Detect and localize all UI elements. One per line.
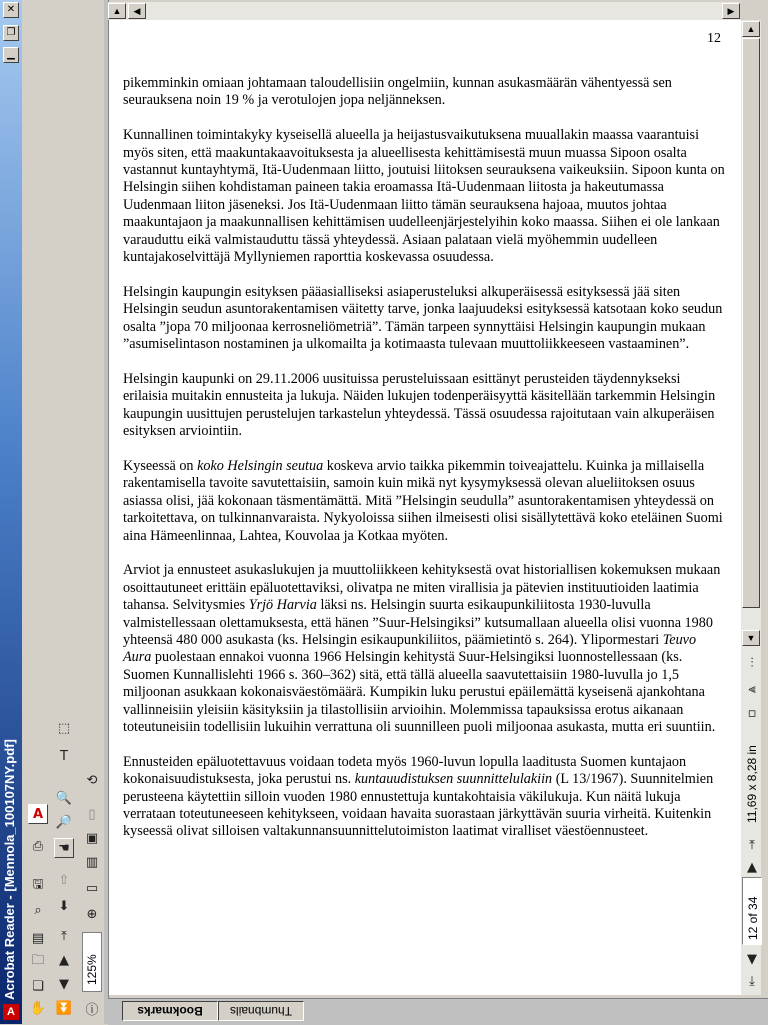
next-page-status-icon[interactable]: ▼: [747, 951, 757, 967]
zoom-out-icon[interactable]: 🔍: [55, 790, 73, 806]
zoom-level: 125%: [85, 954, 99, 985]
scroll-down-button[interactable]: ▼: [742, 630, 760, 646]
paragraph: Ennusteiden epäluotettavuus voidaan todeta myös 1960-luvun lopulla laaditusta Suomen kuntajaon kokonaisuudistuksesta, joka perustui ns. kuntauudistuksen suunnittelulakiin (L 13/1967). Suunnitelmien perusteena käytettiin silloin vuoden 1980 ennustettuja kuntakohtaisia väkilukuja. Kun näitä lukuja verrataan toteutuneeseen kehitykseen, voidaan havaita suorastaan järkyttävän suuria virheitä. Kuitenkin kyseessä olivat silloisen valtakunnansuunnittelutoimiston laatimat viralliset väestöennusteet.: [123, 753, 714, 840]
last-page-icon[interactable]: ⤒: [61, 928, 67, 944]
zoom-box[interactable]: [82, 932, 102, 992]
facing-icon[interactable]: ▫: [747, 705, 757, 721]
print-icon[interactable]: ⎙: [32, 838, 44, 854]
text-tool-icon[interactable]: T: [60, 748, 68, 764]
paragraph: Kunnallinen toimintakyky kyseisellä alueella ja heijastusvaikutuksena muuallakin maassa vaarantuisi myös siten, että maakuntakaavoituksesta ja alueellisesta kehittämisestä muun muassa Sipoon osalta vastannut kuntayhtymä, Itä-Uudenmaan liitto, joutuisi liitoksen seurauksena vaikeuksiin. Sipoon kunta on Helsingin siihen kohdistaman paineen takia eroamassa Itä-Uudenmaan liitosta ja hakeutumassa Uudenmaan liiton jäseneksi. Jos Itä-Uudenmaan liitto tämän seurauksena hajoaa, muutos johtaa maakuntajaon ja maakunnallisen kehittämisen uudelleenjärjestelyihin koko maassa. Siihen ei ole lankaan varauduttu eikä valmistauduttu tässä yhteydessä. Asiaan palataan vielä myöhemmin uudelleen kuntajakoselvittäjä Myllyniemen raporttia koskevassa osuudessa.: [123, 127, 725, 266]
hand-tool-icon[interactable]: ✋: [29, 1000, 47, 1016]
paragraph: Helsingin kaupungin esityksen pääasialliseksi asiaperusteluksi alkuperäisessä esityksessä jää siten Helsingin seudun asuntorakentamisen väitetty tarve, jonka laajuudeksi esityksessä katsotaan koko seudun osalta ”jopa 70 miljoonaa kerrosneliömetriä”. Tämän tarpeen synnyttäisi Helsingin kaupungin mukaan ”asumiselintason nostaminen ja ulkomailta ja kotimaasta tulevaan muuttoliikkeeseen vastaaminen”.: [123, 283, 723, 353]
zoom-in-icon[interactable]: 🔎: [55, 814, 73, 830]
hand-tool-active-icon[interactable]: ☚: [54, 838, 74, 858]
tab-bookmarks[interactable]: [122, 1001, 218, 1021]
paragraph: Kyseessä on koko Helsingin seutua koskeva arvio taikka pikemmin toiveajattelu. Kuinka ja millaisella rakentamisella tavoite savutettaisiin, samoin kuin mikä nyt kysymyksessä olevan alueliitoksen osuus asiassa olisi, jää kokonaan täsmentämättä. Mitä ”Helsingin seudulla” asuntorakentamisen yhteydessä on tarkoitettava, on tulkinnanvaraista. Nykyoloissa siihen ilmeisesti olisi sisällytettävä koko eteläinen Suomi aina Hämeenlinnaa, Lahtea, Kouvolaa ja Kotkaa myöten.: [123, 457, 723, 544]
paragraph: pikemminkin omiaan johtamaan taloudellisiin ongelmiin, kunnan asukasmäärän vähentyessä sen seurauksena noin 19 % ja verotulojen jopa neljänneksen.: [123, 75, 672, 109]
acrobat-logo-icon: A: [28, 804, 48, 824]
pdf-page: [108, 20, 741, 995]
rotate-icon[interactable]: ⟲: [86, 772, 98, 788]
previous-page-icon[interactable]: ⬇: [58, 898, 70, 914]
horizontal-scrollbar[interactable]: [108, 2, 740, 20]
tab-thumbnails[interactable]: [218, 1001, 304, 1021]
title-bar: [0, 0, 22, 1024]
app-icon: A: [3, 1004, 19, 1020]
select-text-icon[interactable]: ⬚: [57, 720, 71, 736]
info-icon[interactable]: ⓘ: [85, 1002, 99, 1018]
last-page-status-icon[interactable]: ⤓: [749, 973, 755, 989]
scroll-left-button[interactable]: ◀: [128, 3, 146, 19]
single-page-icon[interactable]: ⫶: [750, 655, 754, 671]
fit-width-icon[interactable]: ▥: [85, 854, 99, 870]
next-page-icon[interactable]: ▲: [59, 952, 69, 968]
toolbar: [24, 700, 106, 1020]
page-text: [123, 75, 725, 858]
copy-icon[interactable]: ❏: [32, 978, 44, 994]
status-bar: [741, 645, 763, 995]
minimize-document-button[interactable]: ▁: [3, 47, 19, 63]
page-indicator: 12 of 34: [746, 896, 760, 940]
fit-page-icon[interactable]: ▣: [85, 830, 99, 846]
tab-bookmarks-label: Bookmarks: [137, 1004, 203, 1018]
paragraph: Helsingin kaupunki on 29.11.2006 uusituissa perusteluissaan esittänyt perusteiden täydennykseksi erilaisia muitakin ennusteita ja lukuja. Näiden lukujen todenperäisyyttä käsitellään tarkemmin Helsingin kaupungin uusittujen perustelujen tarkastelun yhteydessä. Tässä osuudessa rajoitutaan vain alkuperäisen esityksen arviointiin.: [123, 370, 716, 440]
page-indicator-box[interactable]: [742, 877, 762, 945]
paragraph: Arviot ja ennusteet asukaslukujen ja muuttoliikkeen kehityksestä ovat historiallisen kokemuksen mukaan osoittautuneet erittäin epäluotettaviksi, olivatpa ne miten virallisia ja pätevien instituutioiden laatimia tahansa. Selvitysmies Yrjö Harvia läksi ns. Helsingin suurta esikaupunkiliitosta 1930-luvulla valmistellessaan olettamuksesta, että hänen ”Suur-Helsingiksi” kutsumallaan alueella olisi vuonna 1980 yhteensä 480 000 asukasta (ks. Helsingin esikaupunkiliitos, päämietintö s. 264). Ylipormestari Teuvo Aura puolestaan ennakoi vuonna 1966 Helsingin kehitystä Suur-Helsingiksi luonnostellessaan (ks. Suomen Kunnallislehti 1966 s. 360–362) sitä, että tällä alueella saavutettaisiin 1980-luvulla jo 1,5 miljoonan asukkaan kokonaisväestömäärä. Kumpikin luku perustui epäilemättä kyseisenä ajankohtana vallinneisiin yleisiin käsityksiin ja tilastollisiin arvioihin. Molemmissa tapauksissa erotus aikanaan toteutuneisiin todellisiin lukuihin verrattuna oli suunnilleen puoli miljoonaa asukasta, mutta eri suuntiin.: [123, 562, 721, 735]
save-icon[interactable]: 🖫: [32, 877, 44, 892]
prev-page-status-icon[interactable]: ▲: [747, 859, 757, 875]
go-back-icon[interactable]: ▼: [59, 976, 69, 992]
first-page-icon[interactable]: ⇧: [58, 872, 70, 888]
scroll-thumb[interactable]: [742, 38, 760, 608]
open-icon[interactable]: 🗀: [31, 953, 45, 968]
tab-thumbnails-label: Thumbnails: [229, 1004, 293, 1018]
close-document-button[interactable]: ✕: [3, 2, 19, 18]
zoom-tool-icon[interactable]: ⊕: [86, 906, 98, 922]
actual-size-icon[interactable]: ▯: [88, 806, 96, 822]
bottom-tab-strip: [108, 998, 768, 1025]
page-number: 12: [707, 31, 721, 46]
fit-visible-icon[interactable]: ▭: [85, 880, 99, 896]
restore-document-button[interactable]: ❐: [3, 25, 19, 41]
navigation-pane-icon[interactable]: ▤: [31, 930, 45, 946]
page-size-label: 11,69 x 8,28 in: [745, 745, 759, 823]
continuous-icon[interactable]: ⫷: [748, 681, 756, 697]
search-icon[interactable]: ⌕: [34, 902, 42, 918]
scroll-left-first-button[interactable]: ▲: [108, 3, 126, 19]
scroll-up-button[interactable]: ▲: [742, 21, 760, 37]
window-title: Acrobat Reader - [Mennola_100107NY.pdf]: [2, 739, 17, 1000]
first-page-status-icon[interactable]: ⤒: [749, 837, 755, 853]
scroll-right-button[interactable]: ▶: [722, 3, 740, 19]
go-forward-icon[interactable]: ⏬: [55, 1000, 73, 1016]
